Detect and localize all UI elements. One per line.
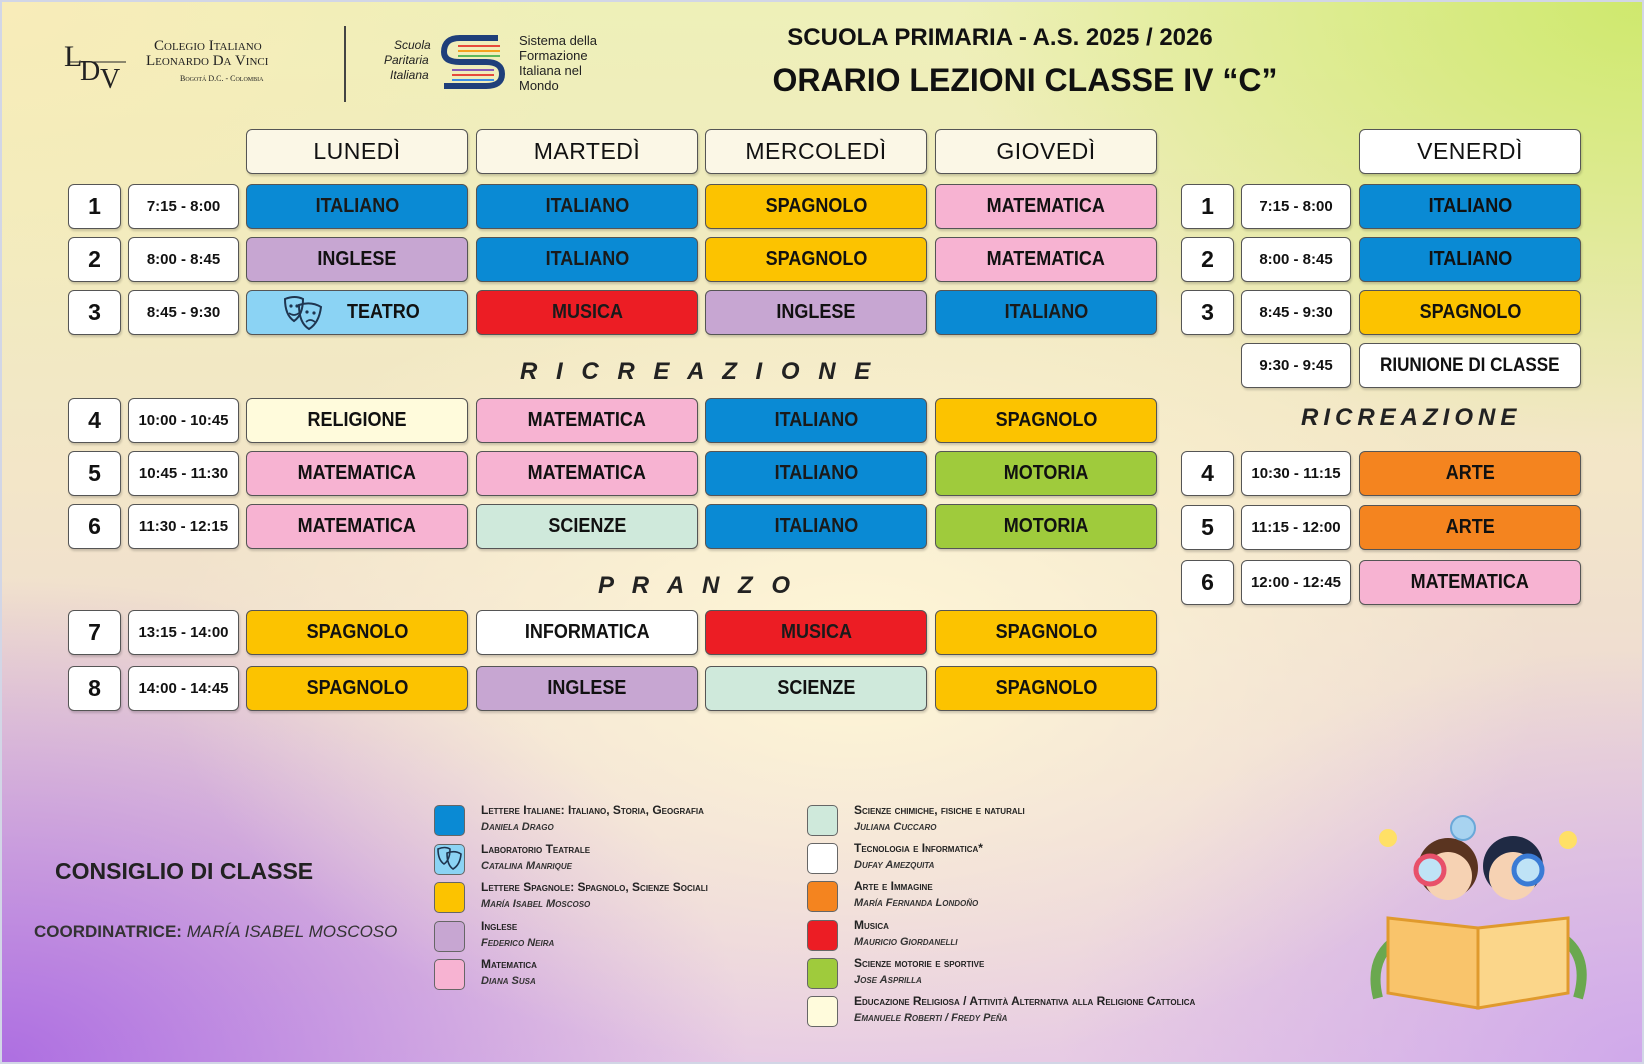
- period-number-6: [68, 504, 121, 549]
- lesson-lunedi-8-label: SPAGNOLO: [306, 677, 408, 699]
- theater-masks-icon: [281, 293, 325, 333]
- lesson-mercoledi-6-label: ITALIANO: [774, 515, 858, 537]
- legend-teacher-right-5: Emanuele Roberti / Fredy Peña: [854, 1012, 1008, 1024]
- legend-teacher-left-2: María Isabel Moscoso: [481, 898, 591, 910]
- ldv-monogram-icon: [62, 36, 130, 92]
- period-number-1-label: 1: [88, 193, 101, 219]
- legend-swatch-right-0: [807, 805, 838, 836]
- legend-subject-right-2: Arte e Immagine: [854, 879, 933, 894]
- period-time-5: [128, 451, 239, 496]
- legend-teacher-left-4: Diana Susa: [481, 975, 536, 987]
- friday-period-time-5-label: 10:30 - 11:15: [1251, 465, 1341, 482]
- consiglio-title: CONSIGLIO DI CLASSE: [55, 858, 314, 884]
- legend-swatch-left-3: [434, 921, 465, 952]
- page-title: ORARIO LEZIONI CLASSE IV “C”: [772, 62, 1278, 98]
- period-time-7: [128, 610, 239, 655]
- friday-period-time-1: [1241, 184, 1351, 229]
- friday-period-number-3: [1181, 290, 1234, 335]
- svg-text:V: V: [100, 64, 121, 92]
- legend-teacher-left-1: Catalina Manrique: [481, 859, 572, 872]
- legend-teacher-left-3: Federico Neira: [481, 936, 555, 949]
- period-number-1: [68, 184, 121, 229]
- day-header-giovedi: GIOVEDÌ: [935, 129, 1157, 174]
- coordinatrice: [34, 922, 397, 942]
- legend-subject-right-5: Educazione Religiosa / Attività Alternativa alla Religione Cattolica: [854, 994, 1196, 1008]
- sistema-line1: Sistema della: [519, 33, 598, 48]
- legend-subject-right-4: Scienze motorie e sportive: [854, 955, 985, 970]
- legend-swatch-right-1: [807, 843, 838, 874]
- lesson-lunedi-2-label: INGLESE: [317, 248, 397, 270]
- lesson-giovedi-4-label: SPAGNOLO: [995, 409, 1097, 431]
- lesson-mercoledi-7: [705, 610, 927, 655]
- friday-period-number-4: [1181, 451, 1234, 496]
- lesson-giovedi-5-label: MOTORIA: [1003, 462, 1089, 484]
- separator-pranzo: P R A N Z O: [598, 572, 796, 599]
- period-number-5-label: 5: [88, 460, 101, 486]
- lesson-martedi-1-label: ITALIANO: [545, 195, 629, 217]
- legend-subject-left-2: Lettere Spagnole: Spagnolo, Scienze Sociali: [481, 880, 708, 894]
- lesson-mercoledi-5: [705, 451, 927, 496]
- day-header-venerdi: VENERDÌ: [1359, 129, 1581, 174]
- legend-teacher-right-3: Mauricio Giordanelli: [854, 935, 958, 948]
- lesson-giovedi-8: [935, 666, 1157, 711]
- lesson-giovedi-7-label: SPAGNOLO: [995, 621, 1097, 643]
- legend-subject-left-1: Laboratorio Teatrale: [481, 841, 591, 856]
- lesson-giovedi-3: [935, 290, 1157, 335]
- lesson-venerdi-5: [1359, 451, 1581, 496]
- lesson-venerdi-6: [1359, 505, 1581, 550]
- svg-text:L: L: [64, 40, 83, 73]
- legend-subject-right-1: Tecnologia e Informatica*: [854, 841, 983, 856]
- period-time-2: [128, 237, 239, 282]
- school-name-line2: Leonardo Da Vinci: [146, 53, 269, 69]
- lesson-lunedi-1-label: ITALIANO: [315, 195, 399, 217]
- lesson-lunedi-8: [246, 666, 468, 711]
- theater-masks-icon: [435, 845, 463, 873]
- lesson-martedi-3: [476, 290, 698, 335]
- legend-swatch-right-4: [807, 958, 838, 989]
- legend-swatch-right-5: [807, 996, 838, 1027]
- period-number-2-label: 2: [88, 246, 101, 272]
- friday-period-number-1: [1181, 184, 1234, 229]
- lesson-mercoledi-8: [705, 666, 927, 711]
- lesson-lunedi-2: [246, 237, 468, 282]
- lesson-giovedi-3-label: ITALIANO: [1004, 301, 1088, 323]
- lesson-mercoledi-2: [705, 237, 927, 282]
- lesson-giovedi-2: [935, 237, 1157, 282]
- lesson-giovedi-4: [935, 398, 1157, 443]
- lesson-venerdi-3-label: SPAGNOLO: [1419, 301, 1521, 323]
- period-time-6: [128, 504, 239, 549]
- friday-period-number-5-label: 5: [1201, 514, 1214, 540]
- sistema-line3: Italiana nel: [519, 63, 582, 78]
- scuola-line2: Paritaria: [384, 53, 429, 67]
- period-time-3: [128, 290, 239, 335]
- legend-teacher-left-0: Daniela Drago: [481, 821, 554, 833]
- legend-subject-left-3: Inglese: [481, 918, 518, 933]
- sistema-s-icon: [438, 32, 518, 92]
- friday-period-time-6-label: 11:15 - 12:00: [1251, 519, 1341, 536]
- period-time-3-label: 8:45 - 9:30: [146, 304, 221, 321]
- period-time-6-label: 11:30 - 12:15: [138, 518, 229, 535]
- lesson-mercoledi-5-label: ITALIANO: [774, 462, 858, 484]
- lesson-giovedi-1: [935, 184, 1157, 229]
- period-number-8: [68, 666, 121, 711]
- legend-teacher-right-0: Juliana Cuccaro: [854, 821, 937, 833]
- lesson-martedi-3-label: MUSICA: [551, 301, 623, 323]
- lesson-venerdi-3: [1359, 290, 1581, 335]
- period-time-2-label: 8:00 - 8:45: [146, 251, 221, 268]
- lesson-lunedi-1: [246, 184, 468, 229]
- lesson-martedi-8: [476, 666, 698, 711]
- period-time-8: [128, 666, 239, 711]
- friday-period-number-6: [1181, 560, 1234, 605]
- lesson-giovedi-1-label: MATEMATICA: [986, 195, 1106, 217]
- lesson-giovedi-7: [935, 610, 1157, 655]
- lesson-martedi-1: [476, 184, 698, 229]
- lesson-mercoledi-3: [705, 290, 927, 335]
- period-time-8-label: 14:00 - 14:45: [138, 680, 229, 697]
- legend-teacher-right-4: Jose Asprilla: [854, 973, 922, 986]
- lesson-mercoledi-3-label: INGLESE: [776, 301, 856, 323]
- friday-period-time-7: [1241, 560, 1351, 605]
- lesson-martedi-2: [476, 237, 698, 282]
- lesson-lunedi-3: [246, 290, 468, 335]
- page-subtitle: SCUOLA PRIMARIA - A.S. 2025 / 2026: [787, 24, 1213, 51]
- period-number-4: [68, 398, 121, 443]
- lesson-mercoledi-2-label: SPAGNOLO: [765, 248, 867, 270]
- logo-divider: [344, 26, 346, 102]
- lesson-martedi-4: [476, 398, 698, 443]
- period-number-2: [68, 237, 121, 282]
- legend-subject-right-3: Musica: [854, 917, 889, 932]
- lesson-lunedi-5-label: MATEMATICA: [297, 462, 417, 484]
- friday-period-number-2: [1181, 237, 1234, 282]
- friday-period-number-2-label: 2: [1201, 246, 1214, 272]
- scuola-line3: Italiana: [390, 68, 429, 82]
- lesson-venerdi-2-label: ITALIANO: [1428, 248, 1512, 270]
- lesson-venerdi-1: [1359, 184, 1581, 229]
- legend-swatch-right-3: [807, 920, 838, 951]
- lesson-lunedi-7: [246, 610, 468, 655]
- legend-teacher-right-1: Dufay Amezquita: [854, 859, 935, 872]
- friday-period-time-6: [1241, 505, 1351, 550]
- legend-subject-right-0: Scienze chimiche, fisiche e naturali: [854, 803, 1025, 817]
- lesson-mercoledi-4-label: ITALIANO: [774, 409, 858, 431]
- day-header-martedi: MARTEDÌ: [476, 129, 698, 174]
- friday-period-number-4-label: 4: [1201, 460, 1214, 486]
- lesson-martedi-5: [476, 451, 698, 496]
- lesson-mercoledi-7-label: MUSICA: [780, 621, 852, 643]
- lesson-martedi-5-label: MATEMATICA: [527, 462, 647, 484]
- period-time-5-label: 10:45 - 11:30: [138, 465, 229, 482]
- period-number-6-label: 6: [88, 513, 101, 539]
- lesson-mercoledi-6: [705, 504, 927, 549]
- friday-period-time-4-label: 9:30 - 9:45: [1259, 357, 1333, 374]
- lesson-martedi-2-label: ITALIANO: [545, 248, 629, 270]
- lesson-martedi-7-label: INFORMATICA: [524, 621, 650, 643]
- friday-period-time-2: [1241, 237, 1351, 282]
- period-time-7-label: 13:15 - 14:00: [138, 624, 229, 641]
- coordinatrice-name: MARÍA ISABEL MOSCOSO: [186, 922, 398, 941]
- lesson-lunedi-3-label: TEATRO: [346, 301, 420, 323]
- lesson-venerdi-4-label: RIUNIONE DI CLASSE: [1380, 354, 1560, 376]
- lesson-venerdi-1-label: ITALIANO: [1428, 195, 1512, 217]
- lesson-venerdi-7: [1359, 560, 1581, 605]
- lesson-giovedi-2-label: MATEMATICA: [986, 248, 1106, 270]
- lesson-lunedi-7-label: SPAGNOLO: [306, 621, 408, 643]
- separator-ricreazione-friday: RICREAZIONE: [1301, 404, 1522, 431]
- period-number-7: [68, 610, 121, 655]
- sistema-line2: Formazione: [519, 48, 588, 63]
- day-header-lunedi: LUNEDÌ: [246, 129, 468, 174]
- sistema-line4: Mondo: [519, 78, 559, 93]
- lesson-lunedi-6: [246, 504, 468, 549]
- friday-period-time-2-label: 8:00 - 8:45: [1259, 251, 1333, 268]
- friday-period-time-4: [1241, 343, 1351, 388]
- period-time-1: [128, 184, 239, 229]
- lesson-venerdi-6-label: ARTE: [1445, 516, 1495, 538]
- friday-period-time-1-label: 7:15 - 8:00: [1259, 198, 1333, 215]
- period-number-3: [68, 290, 121, 335]
- legend-swatch-left-2: [434, 882, 465, 913]
- lesson-giovedi-8-label: SPAGNOLO: [995, 677, 1097, 699]
- lesson-mercoledi-8-label: SCIENZE: [776, 677, 856, 699]
- period-number-8-label: 8: [88, 675, 101, 701]
- lesson-lunedi-6-label: MATEMATICA: [297, 515, 417, 537]
- lesson-martedi-8-label: INGLESE: [547, 677, 627, 699]
- separator-ricreazione: R I C R E A Z I O N E: [520, 358, 877, 385]
- friday-period-number-3-label: 3: [1201, 299, 1214, 325]
- lesson-mercoledi-1: [705, 184, 927, 229]
- lesson-lunedi-4-label: RELIGIONE: [307, 409, 407, 431]
- lesson-martedi-4-label: MATEMATICA: [527, 409, 647, 431]
- friday-period-time-7-label: 12:00 - 12:45: [1250, 574, 1342, 591]
- period-time-1-label: 7:15 - 8:00: [146, 198, 221, 215]
- legend-teacher-right-2: María Fernanda Londoño: [854, 897, 979, 910]
- scuola-line1: Scuola: [394, 38, 431, 52]
- day-header-mercoledi: MERCOLEDÌ: [705, 129, 927, 174]
- friday-period-time-3-label: 8:45 - 9:30: [1259, 304, 1333, 321]
- lesson-venerdi-7-label: MATEMATICA: [1410, 571, 1530, 593]
- friday-period-number-1-label: 1: [1201, 193, 1214, 219]
- period-time-4: [128, 398, 239, 443]
- lesson-martedi-7: [476, 610, 698, 655]
- lesson-venerdi-5-label: ARTE: [1445, 462, 1495, 484]
- friday-period-time-5: [1241, 451, 1351, 496]
- lesson-giovedi-6-label: MOTORIA: [1003, 515, 1089, 537]
- period-time-4-label: 10:00 - 10:45: [138, 412, 229, 429]
- svg-text:D: D: [80, 56, 101, 87]
- friday-period-number-6-label: 6: [1201, 569, 1214, 595]
- friday-period-time-3: [1241, 290, 1351, 335]
- legend-swatch-left-1: [434, 844, 465, 875]
- coordinatrice-label: COORDINATRICE:: [34, 922, 182, 941]
- lesson-mercoledi-1-label: SPAGNOLO: [765, 195, 867, 217]
- period-number-5: [68, 451, 121, 496]
- school-location: Bogotá D.C. - Colombia: [180, 74, 264, 83]
- friday-period-number-5: [1181, 505, 1234, 550]
- lesson-venerdi-2: [1359, 237, 1581, 282]
- legend-swatch-left-4: [434, 959, 465, 990]
- legend-subject-left-4: Matematica: [481, 957, 537, 971]
- lesson-giovedi-6: [935, 504, 1157, 549]
- legend-swatch-left-0: [434, 805, 465, 836]
- period-number-3-label: 3: [88, 299, 101, 325]
- legend-swatch-right-2: [807, 881, 838, 912]
- school-name-line1: Colegio Italiano: [154, 38, 262, 54]
- lesson-martedi-6: [476, 504, 698, 549]
- legend-subject-left-0: Lettere Italiane: Italiano, Storia, Geografia: [481, 803, 704, 817]
- lesson-giovedi-5: [935, 451, 1157, 496]
- lesson-martedi-6-label: SCIENZE: [547, 515, 627, 537]
- lesson-lunedi-4: [246, 398, 468, 443]
- lesson-venerdi-4: [1359, 343, 1581, 388]
- lesson-mercoledi-4: [705, 398, 927, 443]
- period-number-7-label: 7: [88, 619, 101, 645]
- lesson-lunedi-5: [246, 451, 468, 496]
- children-reading-illustration: [1358, 808, 1598, 1018]
- period-number-4-label: 4: [88, 407, 101, 433]
